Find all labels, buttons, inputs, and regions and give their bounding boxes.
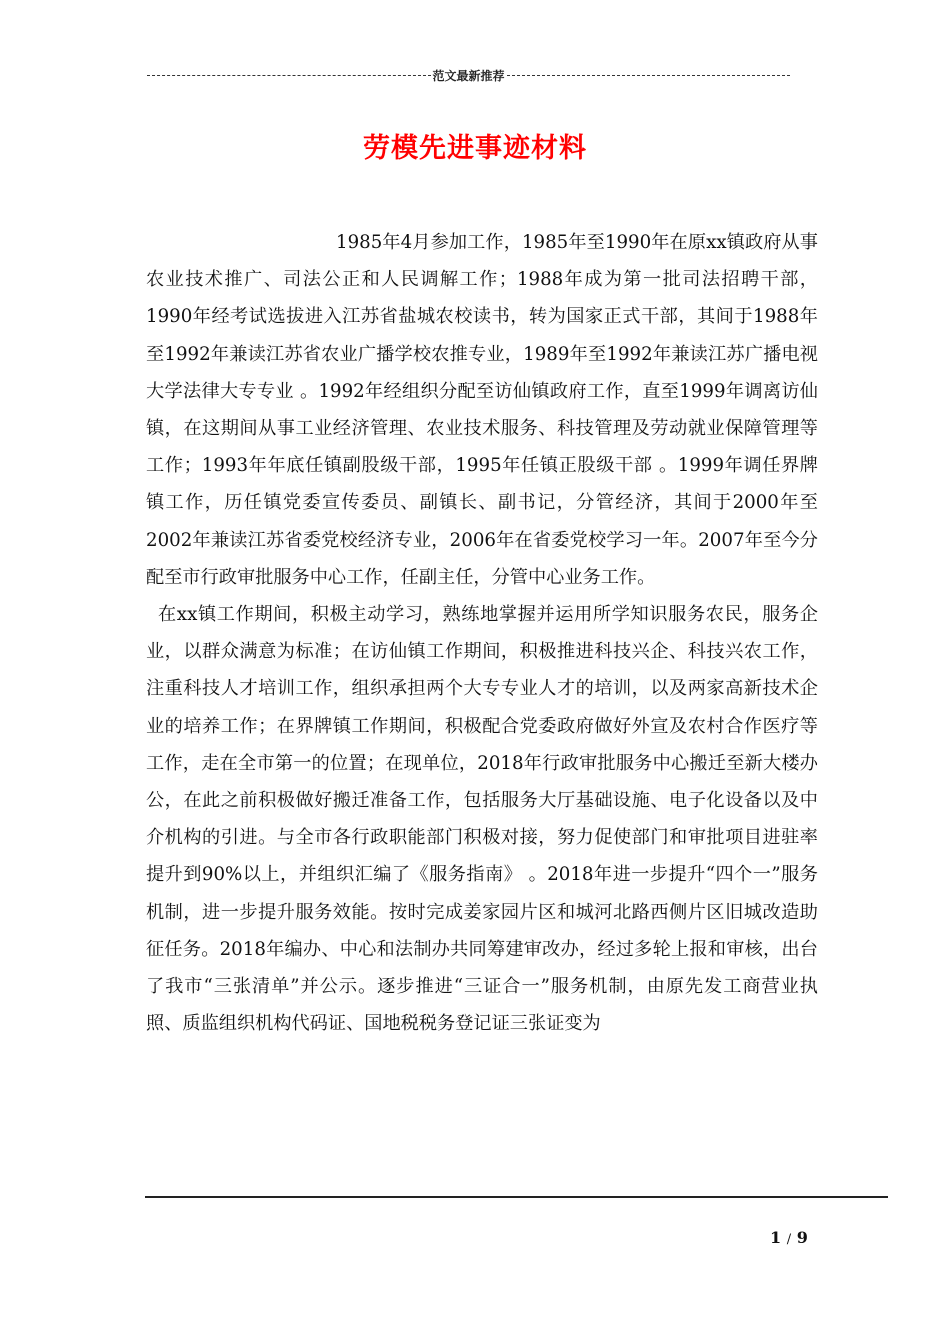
- page-separator: /: [786, 1232, 792, 1247]
- paragraph-career-history: 1985年4月参加工作，1985年至1990年在原xx镇政府从事农业技术推广、司法公正和人民调解工作；1988年成为第一批司法招聘干部，1990年经考试选拔进入江苏省盐城农校读书，转为国家正式干部，其间于1988年至1992年兼读江苏省农业广播学校农推专业，1989年至1992年兼读江苏广播电视大学法律大专专业 。1992年经组织分配至访仙镇政府工作，直至1999年调离访仙镇，在这期间从事工业经济管理、农业技术服务、科技管理及劳动就业保障管理等工作；1993年年底任镇副股级干部，1995年任镇正股级干部 。1999年调任界牌镇工作，历任镇党委宣传委员、副镇长、副书记，分管经济，其间于2000年至2002年兼读江苏省委党校经济专业，2006年在省委党校学习一年。2007年至今分配至市行政审批服务中心工作，任副主任，分管中心业务工作。: [146, 232, 818, 588]
- header-dash-right: [507, 75, 791, 76]
- page-total: 9: [796, 1228, 808, 1247]
- header-dash-left: [147, 75, 431, 76]
- page-current: 1: [770, 1228, 782, 1247]
- page-number: [770, 1228, 808, 1247]
- document-title: 劳模先进事迹材料: [363, 133, 587, 164]
- footer-rule: [145, 1196, 888, 1198]
- document-body: [146, 224, 818, 1042]
- paragraph-achievements: 在xx镇工作期间，积极主动学习，熟练地掌握并运用所学知识服务农民，服务企业，以群众满意为标准；在访仙镇工作期间，积极推进科技兴企、科技兴农工作，注重科技人才培训工作，组织承担两个大专专业人才的培训，以及两家高新技术企业的培养工作；在界牌镇工作期间，积极配合党委政府做好外宣及农村合作医疗等工作，走在全市第一的位置；在现单位，2018年行政审批服务中心搬迁至新大楼办公，在此之前积极做好搬迁准备工作，包括服务大厅基础设施、电子化设备以及中介机构的引进。与全市各行政职能部门积极对接，努力促使部门和审批项目进驻率提升到90%以上，并组织汇编了《服务指南》 。2018年进一步提升“四个一”服务机制，进一步提升服务效能。按时完成姜家园片区和城河北路西侧片区旧城改造助征任务。2018年编办、中心和法制办共同筹建审改办，经过多轮上报和审核，出台了我市“三张清单”并公示。逐步推进“三证合一”服务机制，由原先发工商营业执照、质监组织机构代码证、国地税税务登记证三张证变为: [146, 604, 818, 1035]
- header-label: 范文最新推荐: [432, 68, 505, 83]
- header-rule: [147, 66, 790, 84]
